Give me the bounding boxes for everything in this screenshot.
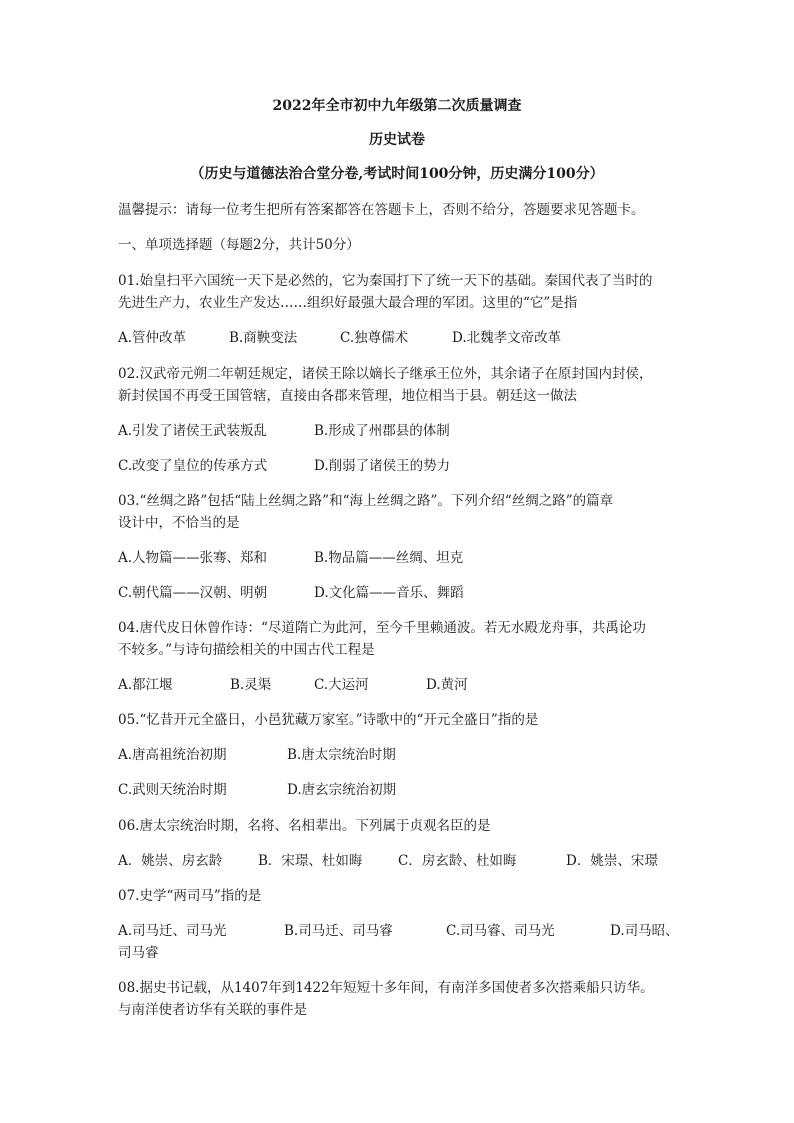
question-3-stem-line-2: 设计中，不恰当的是 <box>118 515 240 531</box>
question-6-option-b: B．宋璟、杜如晦 <box>258 853 363 869</box>
question-1-option-c: C.独尊儒术 <box>340 330 409 346</box>
question-8-stem-line-1: 08.据史书记载，从1407年到1422年短短十多年间，有南洋多国使者多次搭乘船只访华。 <box>118 980 654 996</box>
exam-note: （历史与道德法治合堂分卷,考试时间100分钟，历史满分100分） <box>190 166 604 182</box>
tip-text: 温馨提示：请每一位考生把所有答案都答在答题卡上，否则不给分，答题要求见答题卡。 <box>118 202 645 218</box>
question-4-option-d: D.黄河 <box>426 677 468 693</box>
question-1-stem-line-2: 先进生产力，农业生产发达……组织好最强大最合理的军团。这里的“它”是指 <box>118 295 578 311</box>
question-5-option-b: B.唐太宗统治时期 <box>287 747 396 763</box>
question-3-option-b: B.物品篇——丝绸、坦克 <box>314 550 464 566</box>
question-5-option-a: A.唐高祖统治初期 <box>118 747 227 763</box>
question-7-stem: 07.史学“两司马”指的是 <box>118 888 262 904</box>
question-5-stem: 05.“忆昔开元全盛日，小邑犹藏万家室。”诗歌中的“开元全盛日”指的是 <box>118 712 539 728</box>
question-3-option-d: D.文化篇——音乐、舞蹈 <box>314 585 464 601</box>
question-3-option-a: A.人物篇——张骞、郑和 <box>118 550 268 566</box>
question-2-option-c: C.改变了皇位的传承方式 <box>118 458 268 474</box>
exam-title: 2022年全市初中九年级第二次质量调查 <box>272 98 522 114</box>
question-1-stem-line-1: 01.始皇扫平六国统一天下是必然的，它为秦国打下了统一天下的基础。秦国代表了当时的 <box>118 273 653 289</box>
question-7-option-d: D.司马昭、 <box>610 923 679 939</box>
question-2-option-d: D.削弱了诸侯王的势力 <box>314 458 451 474</box>
question-7-option-a: A.司马迁、司马光 <box>118 923 227 939</box>
question-4-option-c: C.大运河 <box>314 677 369 693</box>
question-7-option-c: C.司马睿、司马光 <box>446 923 555 939</box>
question-1-option-b: B.商鞅变法 <box>229 330 298 346</box>
question-6-option-c: C．房玄龄、杜如晦 <box>398 853 517 869</box>
question-7-option-d-cont: 司马睿 <box>118 945 159 961</box>
question-4-stem-line-1: 04.唐代皮日休曾作诗：“尽道隋亡为此河，至今千里赖通波。若无水殿龙舟事，共禹论功 <box>118 620 646 636</box>
question-6-stem: 06.唐太宗统治时期，名将、名相辈出。下列属于贞观名臣的是 <box>118 818 491 834</box>
question-7-option-b: B.司马迁、司马睿 <box>284 923 393 939</box>
question-2-option-a: A.引发了诸侯王武装叛乱 <box>118 423 268 439</box>
question-6-option-d: D．姚崇、宋璟 <box>566 853 658 869</box>
question-4-stem-line-2: 不较多。”与诗句描绘相关的中国古代工程是 <box>118 642 375 658</box>
question-4-option-b: B.灵渠 <box>230 677 272 693</box>
question-2-stem-line-1: 02.汉武帝元朔二年朝廷规定，诸侯王除以嫡长子继承王位外，其余诸子在原封国内封侯， <box>118 366 653 382</box>
question-4-option-a: A.都江堰 <box>118 677 173 693</box>
question-6-option-a: A．姚崇、房玄龄 <box>118 853 223 869</box>
exam-subject: 历史试卷 <box>369 132 425 148</box>
question-5-option-d: D.唐玄宗统治初期 <box>287 782 397 798</box>
question-1-option-d: D.北魏孝文帝改革 <box>452 330 562 346</box>
question-3-stem-line-1: 03.“丝绸之路”包括“陆上丝绸之路”和“海上丝绸之路”。下列介绍“丝绸之路”的篇章 <box>118 493 614 509</box>
question-1-option-a: A.管仲改革 <box>118 330 187 346</box>
question-8-stem-line-2: 与南洋使者访华有关联的事件是 <box>118 1002 307 1018</box>
question-2-stem-line-2: 新封侯国不再受王国管辖，直接由各郡来管理，地位相当于县。朝廷这一做法 <box>118 388 577 404</box>
section-heading: 一、单项选择题（每题2分，共计50分） <box>118 237 360 253</box>
question-3-option-c: C.朝代篇——汉朝、明朝 <box>118 585 268 601</box>
question-5-option-c: C.武则天统治时期 <box>118 782 227 798</box>
question-2-option-b: B.形成了州郡县的体制 <box>314 423 450 439</box>
